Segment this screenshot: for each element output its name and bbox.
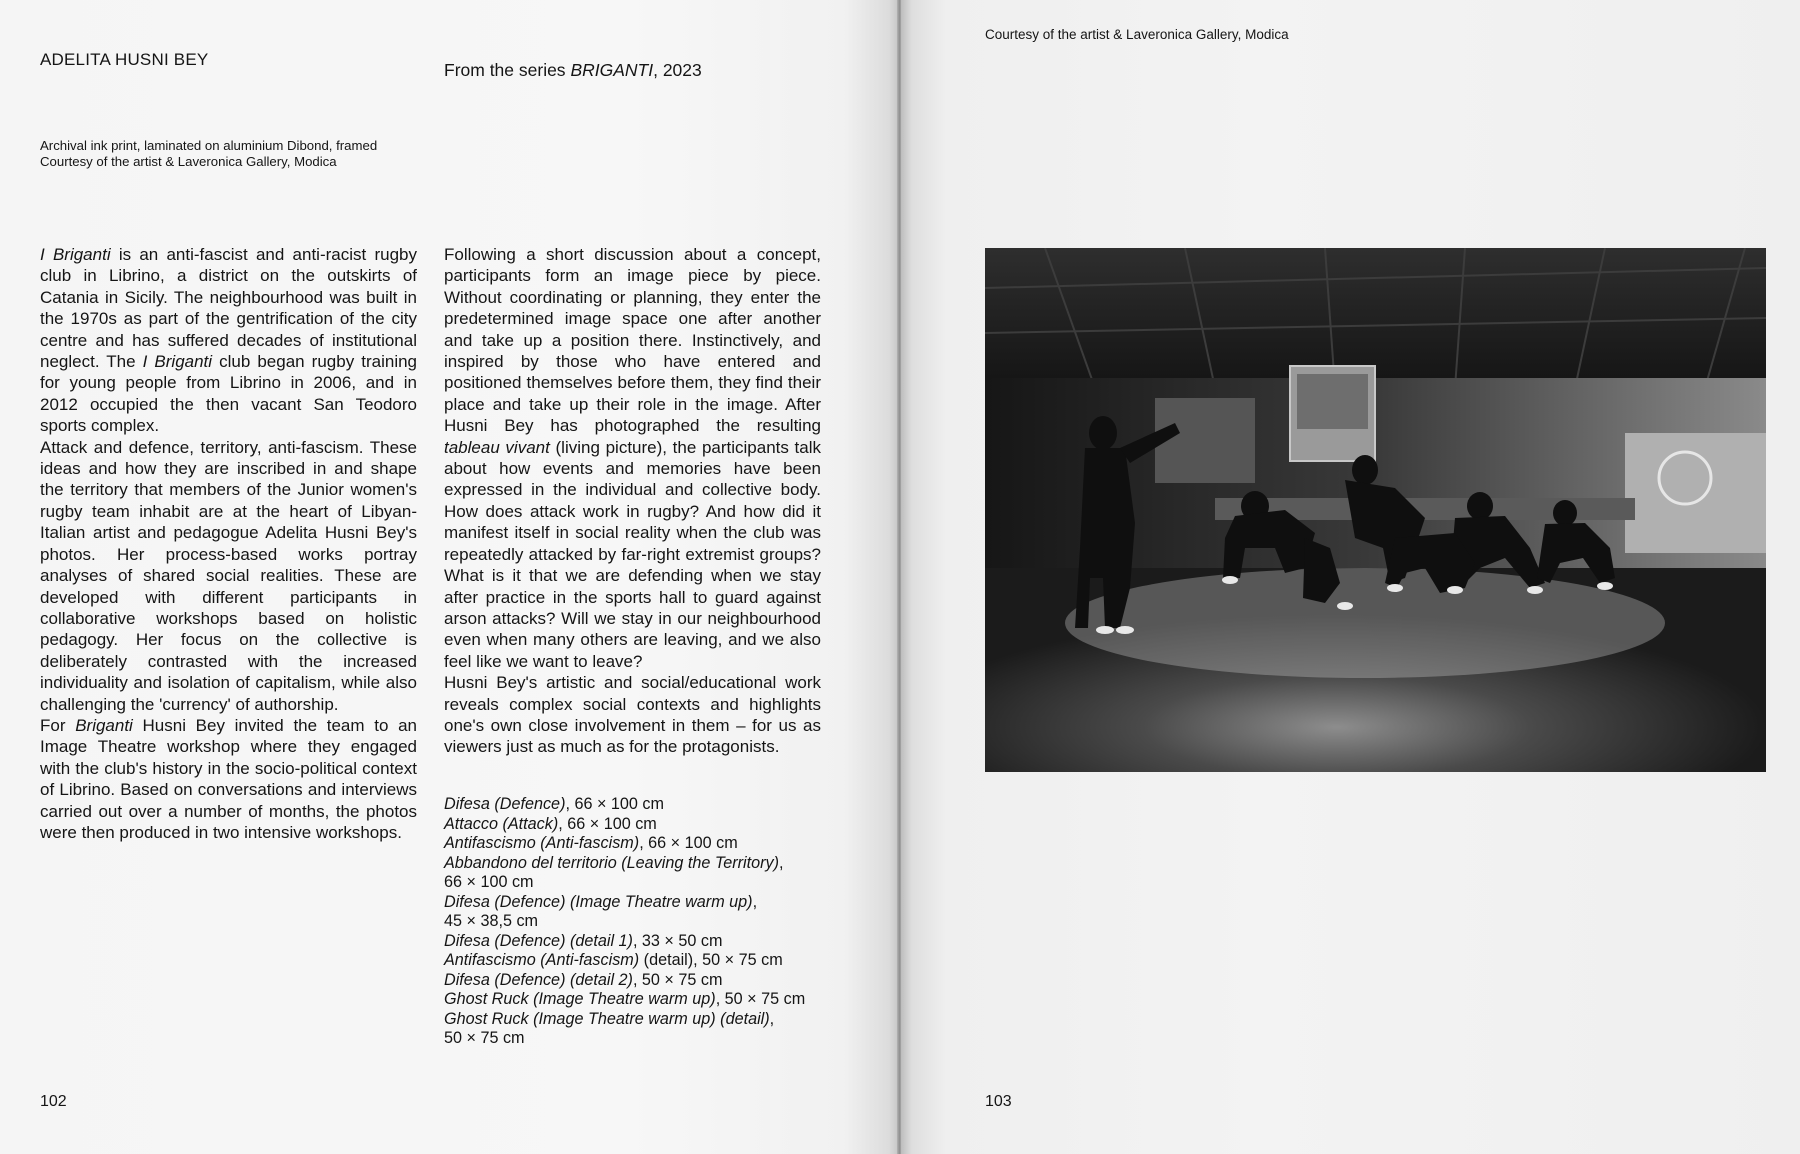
work-entry-dimensions: , 50 × 75 cm — [715, 990, 806, 1008]
work-entry-dimensions: 66 × 100 cm — [444, 873, 534, 891]
paragraph — [40, 715, 417, 843]
work-entry-title: Ghost Ruck (Image Theatre warm up) — [444, 990, 716, 1008]
work-entry — [444, 893, 805, 913]
artist-name: ADELITA HUSNI BEY — [40, 50, 209, 69]
work-entry-title: Attacco (Attack) — [444, 814, 559, 833]
term: tableau vivant — [444, 437, 550, 457]
work-entry — [444, 932, 805, 952]
artwork-credit — [40, 138, 377, 170]
work-entry-dimensions: , 33 × 50 cm — [632, 931, 723, 950]
work-entry-dimensions: (detail), 50 × 75 cm — [639, 951, 783, 969]
work-entry-dimensions: , 50 × 75 cm — [632, 970, 723, 989]
page-number: 102 — [40, 1093, 67, 1110]
work-entry — [444, 1029, 805, 1049]
series-year: , 2023 — [653, 60, 702, 80]
work-entry-dimensions: , 66 × 100 cm — [558, 814, 657, 833]
paragraph: Husni Bey's artistic and social/educational work reveals complex social contexts and highlights one's own close involvement in them – for us as viewers just as much as for the protagonists. — [444, 673, 821, 757]
work-entry — [444, 912, 805, 932]
right-page — [901, 0, 1800, 1154]
text-run: Following a short discussion about a concept, participants form an image piece by piece. Without coordinating or planning, they enter the predetermined image space one after another and take up a position there. Instinctively, and inspired by those who have entered and positioned themselves before them, they find their place and take up their role in the image. After Husni Bey has photographed the resulting — [444, 245, 821, 436]
paragraph — [40, 244, 417, 437]
text-column-2 — [444, 244, 821, 758]
page-number: 103 — [985, 1093, 1012, 1110]
work-entry-title: Difesa (Defence) — [444, 795, 566, 813]
left-page — [0, 0, 898, 1154]
ceiling — [985, 248, 1766, 378]
photo-credit: Courtesy of the artist & Laveronica Gallery, Modica — [985, 27, 1289, 42]
credit-line-medium: Archival ink print, laminated on aluminium Dibond, framed — [40, 138, 378, 153]
work-entry — [444, 834, 805, 854]
work-title: Briganti — [75, 715, 133, 735]
artwork-photo — [985, 248, 1766, 772]
club-name: I Briganti — [40, 245, 111, 264]
text-run: (living picture), the participants talk about how events and memories have been expressed in the individual and collective body. How does attack work in rugby? And how did it manifest itself in social reality when the club was repeatedly attacked by far-right extremist groups? What is it that we are defending when we stay after practice in the sports hall to guard against arson attacks? Will we stay in our neighbourhood even when many others are leaving, and we also feel like we want to leave? — [444, 437, 822, 671]
work-entry-title: Difesa (Defence) (detail 2) — [444, 970, 633, 989]
work-entry-dimensions: , 66 × 100 cm — [639, 834, 738, 852]
series-name: BRIGANTI — [570, 60, 654, 80]
work-entry — [444, 971, 805, 991]
work-entry-dimensions: , — [779, 853, 784, 872]
text-run: For — [40, 715, 76, 735]
work-entry-title: Abbandono del territorio (Leaving the Territory) — [444, 853, 780, 872]
work-entry — [444, 990, 805, 1010]
wall-window — [1155, 398, 1255, 483]
series-prefix: From the series — [444, 60, 571, 80]
work-entry — [444, 815, 805, 835]
text-run: club began rugby training for young people from Librino in 2006, and in 2012 occupied the then vacant San Teodoro sports complex. — [40, 352, 417, 436]
credit-line-courtesy: Courtesy of the artist & Laveronica Gallery, Modica — [40, 154, 337, 169]
paragraph: Attack and defence, territory, anti-fascism. These ideas and how they are inscribed in and shape the territory that members of the Junior women's rugby team inhabit are at the heart of Libyan-Italian artist and pedagogue Adelita Husni Bey's photos. Her process-based works portray analyses of shared social realities. These are developed with different participants in collaborative workshops based on holistic pedagogy. Her focus on the collective is deliberately contrasted with the increased individuality and isolation of capitalism, while also challenging the 'currency' of authorship. — [40, 437, 417, 714]
work-entry-title: Difesa (Defence) (detail 1) — [444, 931, 633, 950]
work-entry-dimensions: 50 × 75 cm — [444, 1029, 525, 1047]
club-name: I Briganti — [142, 352, 213, 372]
series-title — [444, 60, 702, 81]
text-run: is an anti-fascist and anti-racist rugby club in Librino, a district on the outskirts of Catania in Sicily. The neighbourhood was built in the 1970s as part of the gentrification of the city centre and has suffered decades of institutional neglect. The — [40, 245, 417, 372]
work-entry-title: Difesa (Defence) (Image Theatre warm up) — [444, 892, 753, 911]
work-entry-dimensions: , — [752, 892, 758, 911]
work-entry-dimensions: , 66 × 100 cm — [565, 795, 665, 813]
work-entry-title: Antifascismo (Anti-fascism) — [444, 834, 640, 852]
work-entry — [444, 1010, 805, 1030]
work-entry-dimensions: , — [769, 1009, 775, 1028]
work-entry — [444, 873, 805, 893]
sports-hall-photo — [985, 248, 1766, 772]
text-column-1 — [40, 244, 417, 843]
text-run: Husni Bey invited the team to an Image Theatre workshop where they engaged with the club's history in the socio-political context of Librino. Based on conversations and interviews carried out over a number of months, the photos were then produced in two intensive workshops. — [40, 715, 417, 842]
paragraph — [444, 244, 821, 672]
work-entry — [444, 951, 805, 971]
works-list — [444, 795, 805, 1049]
work-entry — [444, 795, 805, 815]
work-entry-dimensions: 45 × 38,5 cm — [444, 912, 539, 930]
work-entry-title: Ghost Ruck (Image Theatre warm up) (detail) — [444, 1009, 770, 1028]
wall-banner — [1625, 433, 1766, 553]
work-entry-title: Antifascismo (Anti-fascism) — [444, 951, 640, 969]
work-entry — [444, 854, 805, 874]
